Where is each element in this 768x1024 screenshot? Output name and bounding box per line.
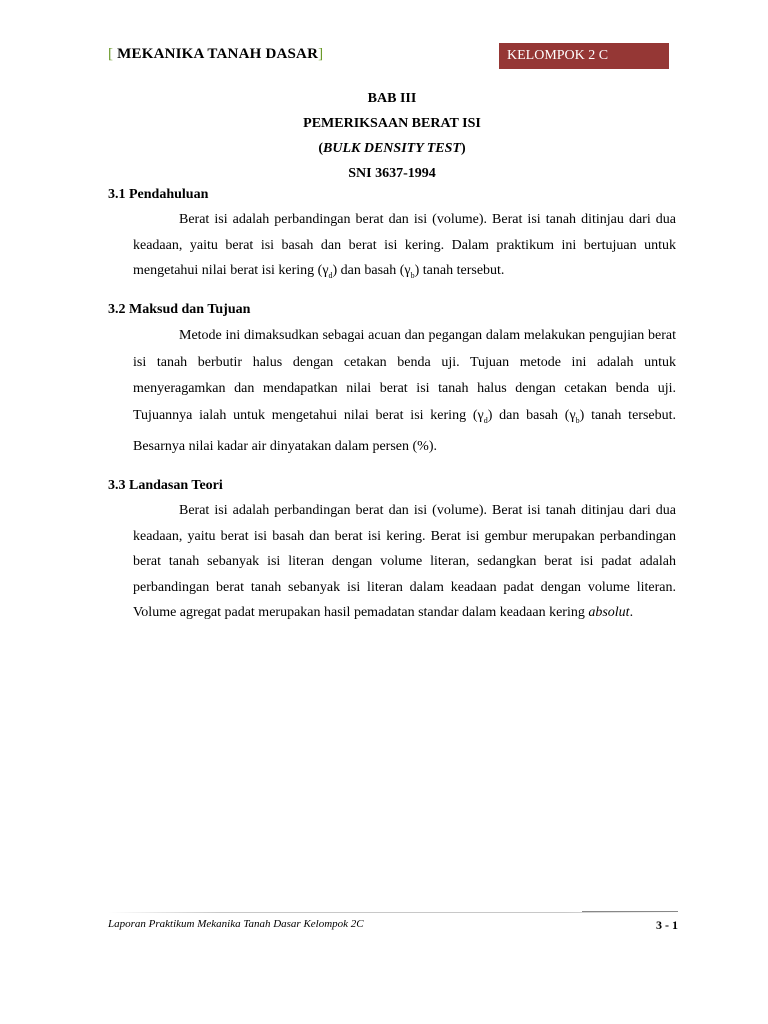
footer-report-title: Laporan Praktikum Mekanika Tanah Dasar Kelompok 2C xyxy=(108,918,364,930)
chapter-title: PEMERIKSAAN BERAT ISI xyxy=(303,116,481,131)
standard-code: SNI 3637-1994 xyxy=(348,166,436,181)
group-badge: KELOMPOK 2 C xyxy=(499,43,669,69)
chapter-titles xyxy=(108,86,676,186)
section-paragraph-pendahuluan: Berat isi adalah perbandingan berat dan isi (volume). Berat isi tanah ditinjau dari dua keadaan, yaitu berat isi basah dan berat isi kering. Dalam praktikum ini bertujuan untuk mengetahui nilai berat isi kering $(\gamma_d)$ dan basah $(\gamma_b)$ tanah tersebut. xyxy=(133,212,676,280)
section-paragraph-landasan-teori: Berat isi adalah perbandingan berat dan isi (volume). Berat isi tanah ditinjau dari dua keadaan, yaitu berat isi basah dan berat isi kering. Berat isi gembur merupakan perbandingan berat tanah sebanyak isi literan dengan volume literan, sedangkan berat isi padat adalah perbandingan berat tanah sebanyak isi literan dalam keadaan padat dengan volume literan. Volume agregat padat merupakan hasil pemadatan standar dalam keadaan kering absolut. xyxy=(133,503,676,621)
section-paragraph-maksud-tujuan: Metode ini dimaksudkan sebagai acuan dan pegangan dalam melakukan pengujian berat isi tanah berbutir halus dengan cetakan benda uji. Tujuan metode ini adalah untuk menyeragamkan dan mendapatkan nilai berat isi tanah halus dengan cetakan benda uji. Tujuannya ialah untuk mengetahui nilai berat isi kering $(\gamma_d)$ dan basah $(\gamma_b)$ tanah tersebut. Besarnya nilai kadar air dinyatakan dalam persen (%). xyxy=(133,328,676,455)
footer-divider-accent xyxy=(582,911,678,912)
header-bracket-open: [ xyxy=(108,46,114,62)
course-title: MEKANIKA TANAH DASAR xyxy=(113,46,319,62)
section-heading-pendahuluan: 3.1 Pendahuluan xyxy=(108,187,209,202)
page-number: 3 - 1 xyxy=(656,918,678,932)
running-header-title xyxy=(108,46,323,63)
chapter-subtitle: (BULK DENSITY TEST) xyxy=(318,141,466,156)
footer-divider xyxy=(108,912,678,913)
header-bracket-close: ] xyxy=(318,46,324,62)
chapter-label: BAB III xyxy=(367,91,417,106)
section-heading-maksud-tujuan: 3.2 Maksud dan Tujuan xyxy=(108,302,251,317)
section-heading-landasan-teori: 3.3 Landasan Teori xyxy=(108,478,223,493)
